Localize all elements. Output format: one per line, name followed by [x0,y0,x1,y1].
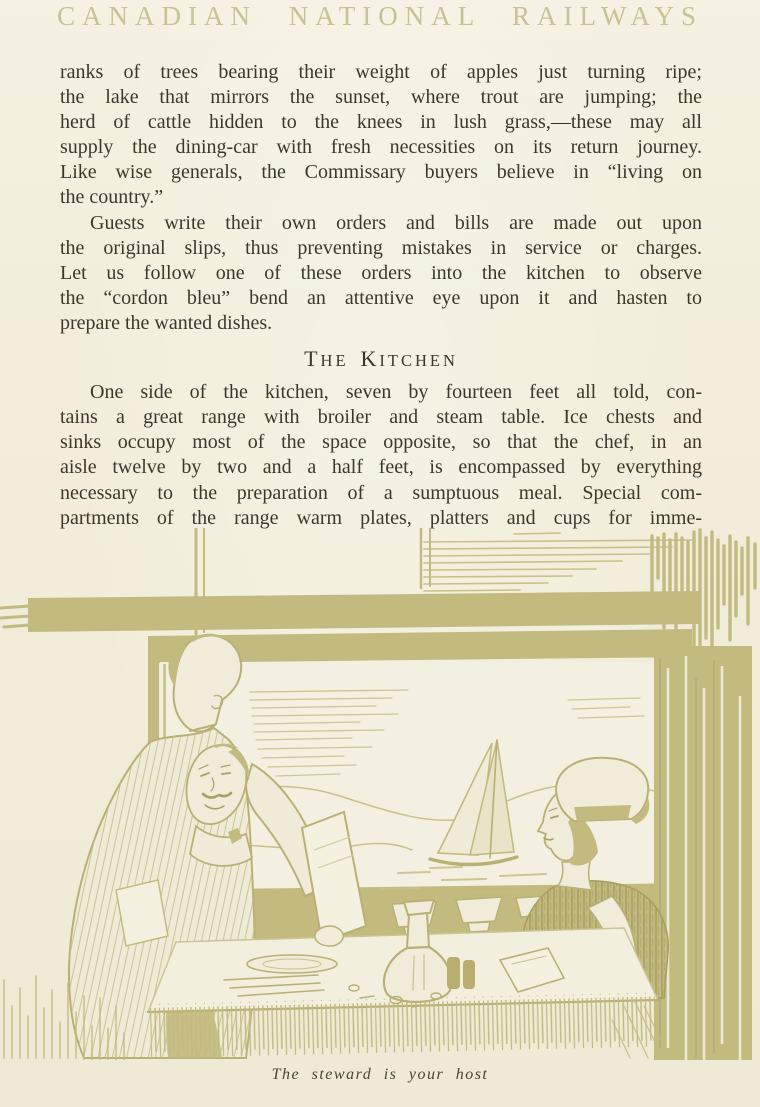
text-line: Like wise generals, the Commissary buyers believe in “living on [60,161,702,184]
text-line: the country.” [60,186,164,209]
waiter-towel [116,880,168,946]
tablecloth-fringe [150,993,657,1058]
text-line: the original slips, thus preventing mistakes in service or charges. [60,236,702,259]
heading-initial: K [360,346,380,372]
paragraph [60,380,702,531]
text-line: prepare the wanted dishes. [60,311,273,334]
text-line: Let us follow one of these orders into the kitchen to observe [60,261,702,284]
plate [247,955,337,973]
text-line: the “cordon bleu” bend an attentive eye upon it and hasten to [60,286,702,309]
text-line: aisle twelve by two and a half feet, is encompassed by everything [60,456,702,479]
body-text [60,60,702,531]
paragraph [60,60,702,211]
text-line: ranks of trees bearing their weight of apples just turning ripe; [60,61,702,83]
text-line: herd of cattle hidden to the knees in lush grass,—these may all [60,111,702,134]
text-line: the lake that mirrors the sunset, where trout are jumping; the [60,86,702,109]
text-line: necessary to the preparation of a sumptuous meal. Special com- [60,481,702,504]
heading-initial: T [304,346,321,372]
text-line: supply the dining-car with fresh necessities on its return journey. [60,136,702,159]
text-line: One side of the kitchen, seven by fourteen feet all told, con- [90,381,702,404]
paragraph [60,211,702,336]
text-line: tains a great range with broiler and steam table. Ice chests and [60,406,702,429]
text-line: sinks occupy most of the space opposite, so that the chef, in an [60,431,702,454]
text-line: Guests write their own orders and bills are made out upon [90,211,702,234]
section-heading: THE KITCHEN [304,346,458,372]
page-title: CANADIAN NATIONAL RAILWAYS [57,1,703,31]
illustration-caption: The steward is your host [271,1066,489,1083]
text-line: partments of the range warm plates, platters and cups for imme- [60,506,702,529]
dining-car-illustration [0,528,760,1060]
diner-hand [315,926,343,946]
